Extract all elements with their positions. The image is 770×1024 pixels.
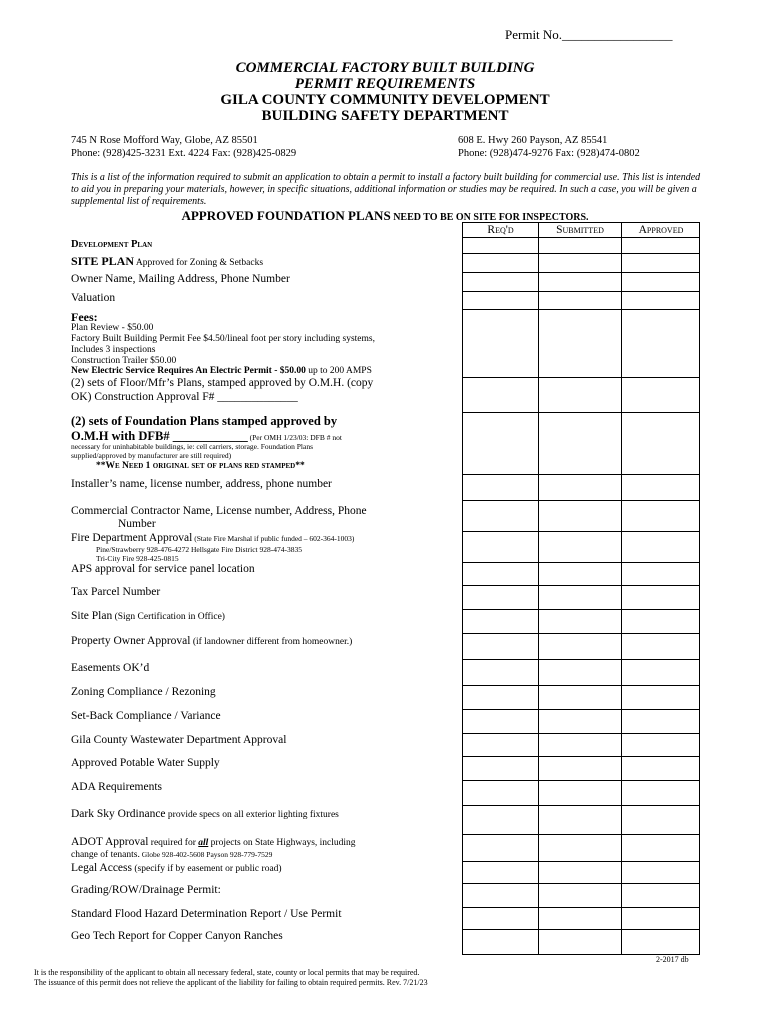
table-row-divider [463, 733, 699, 734]
foundation-plans-note-1: necessary for uninhabitable buildings, ie: cell carriers, storage. Foundation Plans [71, 442, 314, 451]
title-line-3: GILA COUNTY COMMUNITY DEVELOPMENT [220, 92, 550, 108]
title-line-1: COMMERCIAL FACTORY BUILT BUILDING [235, 60, 535, 76]
globe-address: 745 N Rose Mofford Way, Globe, AZ 85501 [71, 135, 258, 146]
table-row-divider [463, 500, 699, 501]
footer-line-1: It is the responsibility of the applicant to obtain all necessary federal, state, county or local permits that may be required. [34, 968, 420, 977]
fire-districts-2: Tri-City Fire 928-425-0815 [96, 554, 179, 563]
intro-paragraph: This is a list of the information required to submit an application to obtain a permit to install a factory built building for commercial use. This list is intended to aid you in preparing your materials, however, in specific situations, additional information or studies may be required. In such a case, you will be given a supplemental list of requirements. [71, 172, 701, 207]
payson-address: 608 E. Hwy 260 Payson, AZ 85541 [458, 135, 608, 146]
tax-parcel-item: Tax Parcel Number [71, 586, 161, 598]
contractor-item-2: Number [118, 518, 156, 530]
globe-phone: Phone: (928)425-3231 Ext. 4224 Fax: (928)425-0829 [71, 148, 297, 159]
red-stamp-note: **We Need 1 original set of plans red stamped** [96, 461, 305, 471]
aps-item: APS approval for service panel location [71, 563, 255, 575]
table-row-divider [463, 659, 699, 660]
fire-approval-item: Fire Department Approval (State Fire Marshal if public funded – 602-364-1003) [71, 532, 355, 544]
table-row-divider [463, 585, 699, 586]
fee-inspections: Includes 3 inspections [71, 345, 156, 355]
adot-item-2: change of tenants. Globe 928-402-5608 Payson 928-779-7529 [71, 850, 273, 860]
foundation-plans-note-2: supplied/approved by manufacturer are still required) [71, 451, 232, 460]
dark-sky-item: Dark Sky Ordinance provide specs on all exterior lighting fixtures [71, 808, 339, 820]
footer-line-2: The issuance of this permit does not relieve the applicant of the liability for failing to obtain required permits. Rev. 7/21/23 [34, 978, 428, 987]
revision-code: 2-2017 db [656, 955, 689, 964]
table-row-divider [463, 883, 699, 884]
table-row-divider [463, 929, 699, 930]
floor-plans-item-1: (2) sets of Floor/Mfr’s Plans, stamped approved by O.M.H. (copy [71, 377, 374, 389]
header-approved: Approved [638, 224, 684, 236]
table-row-divider [463, 272, 699, 273]
column-divider [538, 223, 539, 954]
contractor-item-1: Commercial Contractor Name, License number, Address, Phone [71, 505, 367, 517]
table-row-divider [463, 291, 699, 292]
fee-trailer: Construction Trailer $50.00 [71, 356, 177, 366]
table-row-divider [463, 780, 699, 781]
site-plan-cert-item: Site Plan (Sign Certification in Office) [71, 610, 225, 622]
fees-heading: Fees: [71, 310, 98, 324]
table-row-divider [463, 609, 699, 610]
table-row-divider [463, 709, 699, 710]
grading-item: Grading/ROW/Drainage Permit: [71, 884, 221, 896]
foundation-plans-item-1: (2) sets of Foundation Plans stamped approved by [71, 414, 338, 428]
setback-item: Set-Back Compliance / Variance [71, 710, 221, 722]
foundation-notice: APPROVED FOUNDATION PLANS NEED TO BE ON SITE FOR INSPECTORS. [181, 208, 589, 223]
legal-access-item: Legal Access (specify if by easement or public road) [71, 862, 282, 874]
flood-item: Standard Flood Hazard Determination Report / Use Permit [71, 908, 342, 920]
property-owner-item: Property Owner Approval (if landowner different from homeowner.) [71, 635, 353, 647]
header-reqd: Req'd [487, 224, 514, 236]
fire-districts-1: Pine/Strawberry 928-476-4272 Hellsgate Fire District 928-474-3835 [96, 545, 303, 554]
owner-item: Owner Name, Mailing Address, Phone Number [71, 273, 290, 285]
fee-electric: New Electric Service Requires An Electric Permit - $50.00 up to 200 AMPS [71, 366, 372, 376]
foundation-plans-item-2: O.M.H with DFB# ____________ (Per OMH 1/23/03: DFB # not [71, 429, 342, 443]
checklist-table [462, 222, 700, 955]
zoning-item: Zoning Compliance / Rezoning [71, 686, 216, 698]
header-divider [463, 237, 699, 238]
payson-phone: Phone: (928)474-9276 Fax: (928)474-0802 [458, 148, 640, 159]
table-row-divider [463, 805, 699, 806]
ada-item: ADA Requirements [71, 781, 163, 793]
wastewater-item: Gila County Wastewater Department Approval [71, 734, 287, 746]
column-divider [621, 223, 622, 954]
development-plan-heading: Development Plan [71, 239, 153, 250]
table-row-divider [463, 562, 699, 563]
table-row-divider [463, 907, 699, 908]
permit-number-field: Permit No._________________ [505, 27, 673, 42]
table-row-divider [463, 756, 699, 757]
fee-permit: Factory Built Building Permit Fee $4.50/lineal foot per story including systems, [71, 334, 375, 344]
fee-plan-review: Plan Review - $50.00 [71, 323, 154, 333]
table-row-divider [463, 474, 699, 475]
table-row-divider [463, 309, 699, 310]
table-row-divider [463, 834, 699, 835]
geotech-item: Geo Tech Report for Copper Canyon Ranches [71, 930, 283, 942]
water-supply-item: Approved Potable Water Supply [71, 757, 220, 769]
header-submitted: Submitted [556, 224, 604, 236]
title-line-2: PERMIT REQUIREMENTS [294, 76, 476, 92]
table-row-divider [463, 412, 699, 413]
easements-item: Easements OK’d [71, 662, 150, 674]
adot-item: ADOT Approval required for all projects on State Highways, including [71, 836, 356, 848]
table-row-divider [463, 685, 699, 686]
title-line-4: BUILDING SAFETY DEPARTMENT [261, 108, 509, 124]
floor-plans-item-2: OK) Construction Approval F# ______________ [71, 391, 298, 403]
table-row-divider [463, 861, 699, 862]
valuation-item: Valuation [71, 292, 116, 304]
table-row-divider [463, 377, 699, 378]
site-plan-item: SITE PLAN Approved for Zoning & Setbacks [71, 254, 264, 268]
table-row-divider [463, 253, 699, 254]
installer-item: Installer’s name, license number, address, phone number [71, 478, 332, 490]
table-row-divider [463, 531, 699, 532]
table-row-divider [463, 633, 699, 634]
